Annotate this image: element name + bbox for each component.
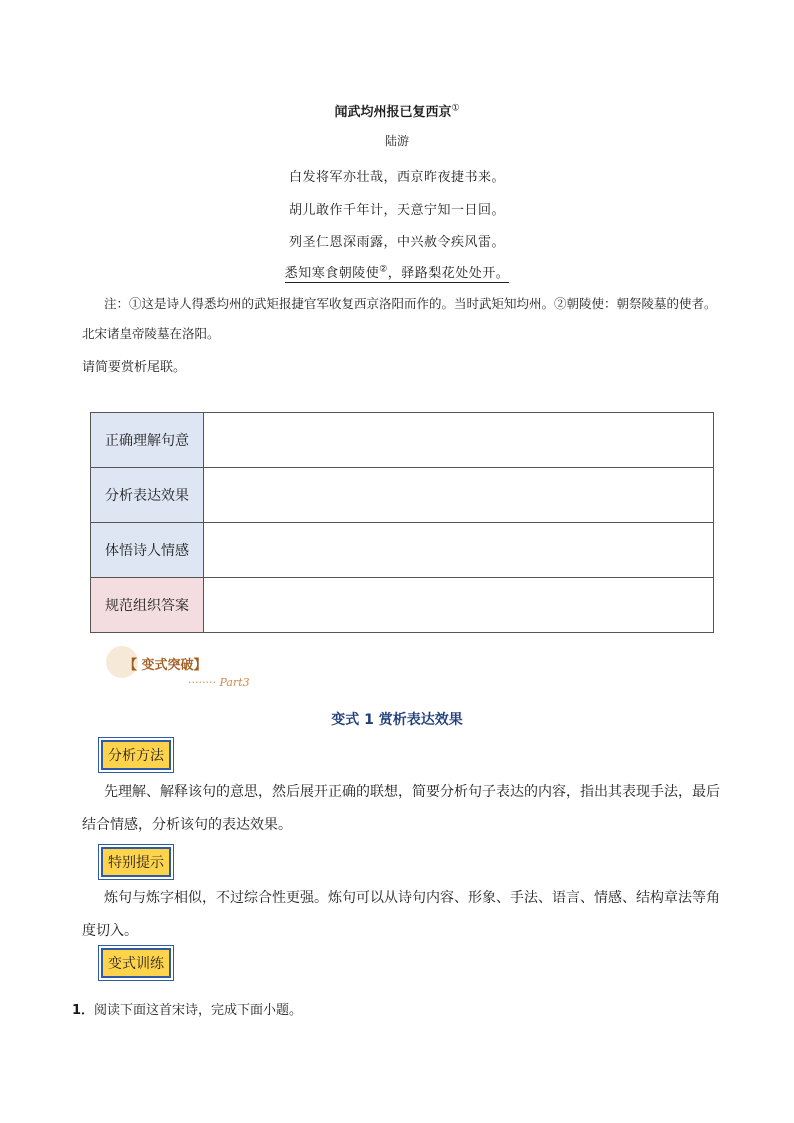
poem-line: 胡儿敢作千年计，天意宁知一日回。 xyxy=(288,203,505,218)
answer-cell[interactable] xyxy=(204,468,714,523)
question-text: 阅读下面这首宋诗，完成下面小题。 xyxy=(94,1003,303,1018)
part-header: 【 变式突破】 xyxy=(124,658,207,673)
section-title: 变式 1 赏析表达效果 xyxy=(331,712,463,728)
poem-author: 陆游 xyxy=(384,134,409,148)
underlined-phrase: 悉知寒食朝陵使 xyxy=(284,266,380,281)
answer-cell[interactable] xyxy=(204,578,714,633)
row-label: 正确理解句意 xyxy=(91,413,204,468)
poem-annotation: 注：①这是诗人得悉均州的武矩报捷官军收复西京洛阳而作的。当时武矩知均州。②朝陵使：朝祭陵墓的使者。北宋诸皇帝陵墓在洛阳。 xyxy=(82,296,717,341)
answer-cell[interactable] xyxy=(204,523,714,578)
question-item xyxy=(72,999,302,1018)
tip-paragraph: 炼句与炼字相似，不过综合性更强。炼句可以从诗句内容、形象、手法、语言、情感、结构章法等角度切入。 xyxy=(82,890,720,939)
question-number: 1． xyxy=(72,1003,95,1018)
method-paragraph: 先理解、解释该句的意思，然后展开正确的联想，简要分析句子表达的内容，指出其表现手法，最后结合情感，分析该句的表达效果。 xyxy=(82,784,720,833)
poem-line: 列圣仁恩深雨露，中兴赦令疾风雷。 xyxy=(288,235,505,250)
answer-cell[interactable] xyxy=(204,413,714,468)
title-footnote-marker: ① xyxy=(451,103,460,114)
badge-special-tip: 特别提示 xyxy=(101,847,171,877)
poem-line: 白发将军亦壮哉，西京昨夜捷书来。 xyxy=(288,170,505,185)
part-subtitle: ········ Part3 xyxy=(188,676,250,689)
poem-line-last xyxy=(0,262,794,281)
badge-analysis-method: 分析方法 xyxy=(101,740,171,770)
table-row xyxy=(91,578,714,633)
row-label: 体悟诗人情感 xyxy=(91,523,204,578)
badge-variant-practice: 变式训练 xyxy=(101,948,171,978)
row-label: 规范组织答案 xyxy=(91,578,204,633)
question-prompt: 请简要赏析尾联。 xyxy=(82,360,187,375)
table-row xyxy=(91,468,714,523)
underlined-rest: ，驿路梨花处处开。 xyxy=(387,266,510,281)
poem-title: 闻武均州报已复西京① xyxy=(334,103,460,120)
row-label: 分析表达效果 xyxy=(91,468,204,523)
answer-framework-table xyxy=(90,412,714,633)
table-row xyxy=(91,523,714,578)
table-row xyxy=(91,413,714,468)
footnote-marker: ② xyxy=(379,264,388,275)
